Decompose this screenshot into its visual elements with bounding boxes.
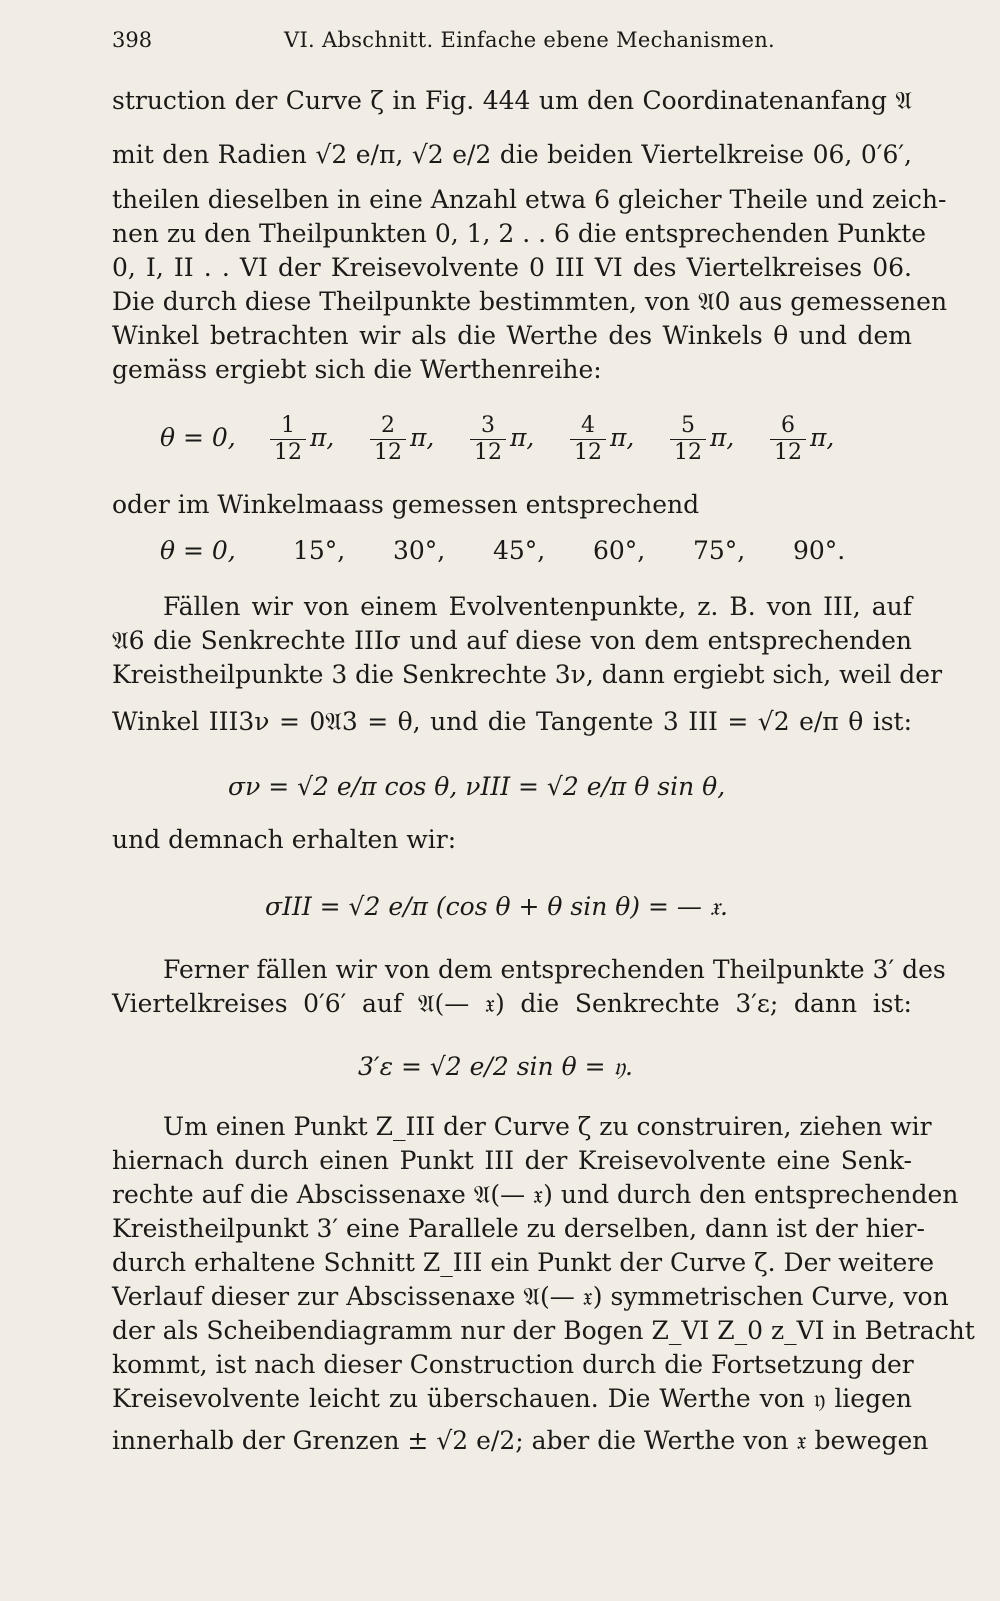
text-line: Kreistheilpunkte 3 die Senkrechte 3ν, dann ergiebt sich, weil der — [112, 660, 943, 689]
text-line: innerhalb der Grenzen ± √2 e/2; aber die Werthe von 𝔵 bewegen — [112, 1426, 929, 1455]
text-line: Kreistheilpunkt 3′ eine Parallele zu derselben, dann ist der hier- — [112, 1214, 925, 1243]
text-line: Die durch diese Theilpunkte bestimmten, von 𝔄0 aus gemessenen — [112, 287, 948, 316]
theta-fraction: 3 12 π, — [470, 415, 506, 464]
degree-value-series — [160, 536, 860, 570]
text-line: der als Scheibendiagramm nur der Bogen Z_VI Z_0 z_VI in Betracht — [112, 1316, 975, 1345]
formula-sigma-nu: σν = √2 e/π cos θ, νIII = √2 e/π θ sin θ, — [228, 772, 726, 801]
text-line: kommt, ist nach dieser Construction durch die Fortsetzung der — [112, 1350, 914, 1379]
text-line: 𝔄6 die Senkrechte IIIσ und auf diese von dem entsprechenden — [112, 626, 912, 655]
theta-fraction: 1 12 π, — [270, 415, 306, 464]
page-number: 398 — [112, 28, 153, 52]
formula-sigma-III: σIII = √2 e/π (cos θ + θ sin θ) = — 𝔵. — [265, 892, 728, 921]
text-line: gemäss ergiebt sich die Werthenreihe: — [112, 355, 602, 384]
text-line: Winkel III3ν = 0𝔄3 = θ, und die Tangente 3 III = √2 e/π θ ist: — [112, 707, 912, 736]
text-line: nen zu den Theilpunkten 0, 1, 2 . . 6 die entsprechenden Punkte — [112, 219, 927, 248]
degree-value: θ = 0, — [160, 536, 236, 565]
degree-value: 30°, — [393, 536, 446, 565]
text-line: Ferner fällen wir von dem entsprechenden Theilpunkte 3′ des — [163, 955, 946, 984]
text-line: mit den Radien √2 e/π, √2 e/2 die beiden Viertelkreise 06, 0′6′, — [112, 140, 912, 169]
text-line: Fällen wir von einem Evolventenpunkte, z. B. von III, auf — [163, 592, 912, 621]
text-line: struction der Curve ζ in Fig. 444 um den Coordinatenanfang 𝔄 — [112, 86, 912, 115]
text-line: Kreisevolvente leicht zu überschauen. Die Werthe von 𝔶 liegen — [112, 1384, 912, 1413]
text-line: theilen dieselben in eine Anzahl etwa 6 gleicher Theile und zeich- — [112, 185, 947, 214]
degree-value: 15°, — [293, 536, 346, 565]
page-header — [112, 28, 912, 60]
theta-fraction: 2 12 π, — [370, 415, 406, 464]
theta-fraction: 5 12 π, — [670, 415, 706, 464]
text-line: oder im Winkelmaass gemessen entsprechend — [112, 490, 700, 519]
text-line: rechte auf die Abscissenaxe 𝔄(— 𝔵) und durch den entsprechenden — [112, 1180, 959, 1209]
theta-fraction: 6 12 π, — [770, 415, 806, 464]
theta-fraction: 4 12 π, — [570, 415, 606, 464]
text-line: Um einen Punkt Z_III der Curve ζ zu construiren, ziehen wir — [163, 1112, 932, 1141]
text-line: und demnach erhalten wir: — [112, 825, 457, 854]
text-line: hiernach durch einen Punkt III der Kreisevolvente eine Senk- — [112, 1146, 912, 1175]
text-line: 0, I, II . . VI der Kreisevolvente 0 III VI des Viertelkreises 06. — [112, 253, 912, 282]
formula-3-epsilon: 3′ε = √2 e/2 sin θ = 𝔶. — [358, 1052, 633, 1081]
text-line: durch erhaltene Schnitt Z_III ein Punkt der Curve ζ. Der weitere — [112, 1248, 935, 1277]
text-line: Verlauf dieser zur Abscissenaxe 𝔄(— 𝔵) symmetrischen Curve, von — [112, 1282, 949, 1311]
degree-value: 60°, — [593, 536, 646, 565]
theta-value-series — [160, 415, 890, 465]
degree-value: 90°. — [793, 536, 846, 565]
theta-lhs: θ = 0, — [160, 423, 236, 452]
degree-value: 45°, — [493, 536, 546, 565]
text-line: Viertelkreises 0′6′ auf 𝔄(— 𝔵) die Senkrechte 3′ε; dann ist: — [112, 989, 912, 1018]
degree-value: 75°, — [693, 536, 746, 565]
text-line: Winkel betrachten wir als die Werthe des Winkels θ und dem — [112, 321, 912, 350]
running-title: VI. Abschnitt. Einfache ebene Mechanismen. — [284, 28, 776, 52]
